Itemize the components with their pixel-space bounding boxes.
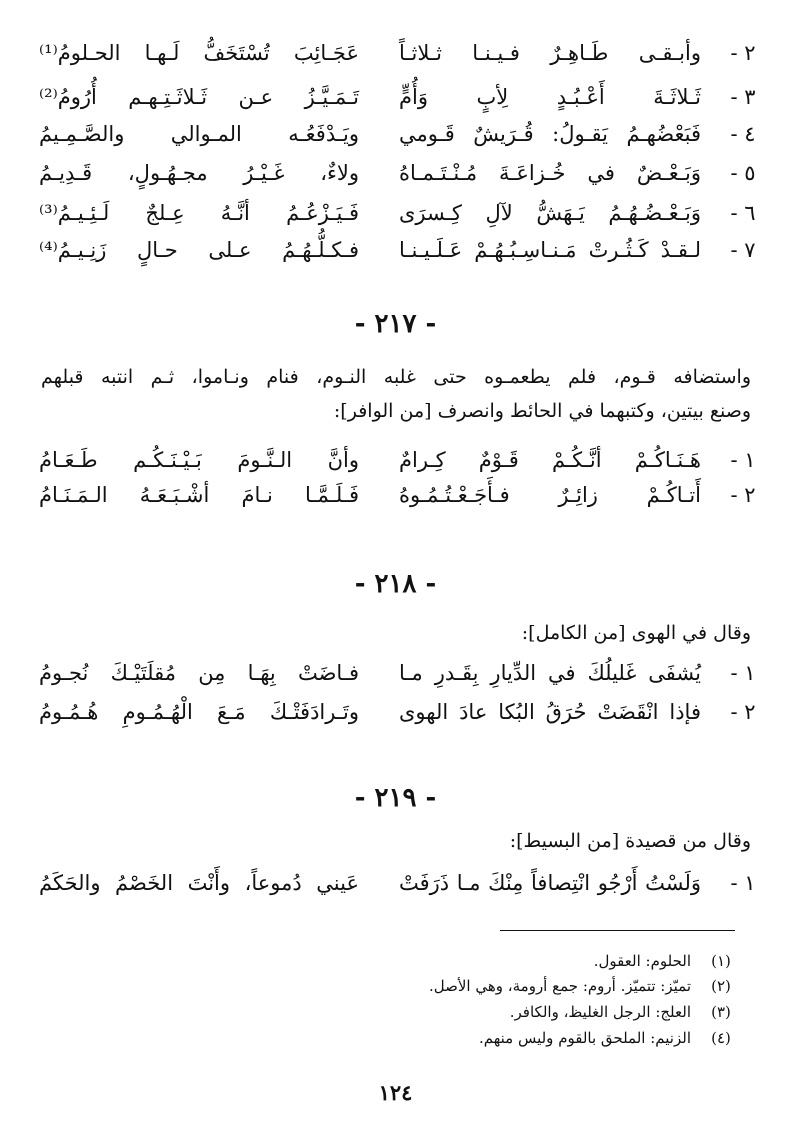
verse-second-hemistich: وتَـرادَفَتْـكَ مَـعَ الْهُـمُـومِ هُـمُـومُ: [39, 700, 359, 724]
verse-line: [0, 117, 791, 151]
footnote-text: العلج: الرجل الغليظ، والكافر.: [509, 1003, 691, 1021]
verse-number: ٢ -: [730, 41, 756, 65]
verse-line: [0, 233, 791, 267]
verse-number: ٥ -: [730, 161, 756, 185]
footnote-text: تميّز: تتميّز. أروم: جمع أرومة، وهي الأصل.: [429, 977, 691, 995]
footnote-number: (٤): [711, 1029, 731, 1047]
footnote: [0, 1026, 791, 1050]
verse-second-hemistich: تَـمَـيَّـزُ عـن ثَـلاثَـتِـهـم أُرُومُ⁽²⁾: [39, 85, 359, 109]
verse-first-hemistich: يُشفَى غَليلُكَ في الدِّيارِ بِقَـدرِ مـا: [399, 661, 701, 685]
footnote-number: (١): [711, 952, 731, 970]
poem-number-heading: - ٢١٧ -: [354, 309, 437, 339]
verse-first-hemistich: هَـنَـاكُـمْ أنَّـكُـمْ قَـوْمٌ كِـرامٌ: [399, 448, 701, 472]
verse-line: [0, 80, 791, 114]
verse-line: [0, 478, 791, 512]
verse-second-hemistich: عَيني دُموعاً، وأَنْتَ الخَصْمُ والحَكَمُ: [39, 871, 359, 895]
verse-number: ٣ -: [730, 85, 756, 109]
verse-second-hemistich: وأنَّ الـنَّـومَ بَـيْـنَـكُـم طَـعَـامُ: [39, 448, 359, 472]
verse-number: ٢ -: [730, 483, 756, 507]
verse-first-hemistich: فإذا انْقَضَتْ حُرَقُ البُكا عادَ الهوى: [399, 700, 701, 724]
verse-number: ٤ -: [730, 122, 756, 146]
verse-number: ١ -: [730, 871, 756, 895]
verse-first-hemistich: وَلَسْتُ أَرْجُو انْتِصافاً مِنْكَ مـا ذَرَفَتْ: [399, 871, 701, 895]
footnote: [0, 949, 791, 973]
footnote-text: الحلوم: العقول.: [593, 952, 691, 970]
footnote-number: (٢): [711, 977, 731, 995]
poem-number-heading: - ٢١٩ -: [354, 783, 437, 813]
verse-line: [0, 866, 791, 900]
verse-line: [0, 443, 791, 477]
verse-number: ٦ -: [730, 201, 756, 225]
verse-first-hemistich: فَبَعْضُهـمُ يَقـولُ: قُـرَيشٌ قَـومي: [399, 122, 701, 146]
verse-second-hemistich: ولاءٌ، غَـيْـرُ مجـهُـولٍ، قَـدِيـمُ: [39, 161, 359, 185]
verse-second-hemistich: فَـلَـمَّـا نـامَ أشْـبَـعَـهُ الـمَـنَـامُ: [39, 483, 359, 507]
poem-intro-line: واستضافه قـوم، فلم يطعمـوه حتى غلبه النـوم، فنام ونـاموا، ثـم انتبه قبلهم: [41, 366, 751, 388]
footnote-text: الزنيم: الملحق بالقوم وليس منهم.: [478, 1029, 691, 1047]
verse-line: [0, 36, 791, 70]
verse-line: [0, 156, 791, 190]
page-number: ١٢٤: [378, 1080, 413, 1105]
verse-number: ١ -: [730, 661, 756, 685]
footnote-divider: [500, 930, 735, 931]
verse-number: ٧ -: [730, 238, 756, 262]
verse-first-hemistich: أَتـاكُـمْ زائِـرٌ فـأَجَـعْـتُـمُـوهُ: [399, 483, 701, 507]
verse-line: [0, 695, 791, 729]
verse-first-hemistich: لـقـدْ كَـثُـرتْ مَـنـاسِـبُـهُـمْ عَـلَـيـنـا: [399, 238, 701, 262]
footnote: [0, 1000, 791, 1024]
verse-first-hemistich: وَبَـعْـضٌ في خُـزاعَـةَ مُـنْـتَـمـاهُ: [399, 161, 701, 185]
poem-intro-line: وقال في الهوى [من الكامل]:: [521, 622, 751, 644]
verse-number: ٢ -: [730, 700, 756, 724]
footnote: [0, 974, 791, 998]
verse-first-hemistich: وأبـقـى طَـاهِـرٌ فـيـنـا ثـلاثـاً: [399, 41, 701, 65]
footnote-number: (٣): [711, 1003, 731, 1021]
verse-second-hemistich: فـكـلُّـهُـمُ عـلى حـالٍ زَنِـيـمُ⁽⁴⁾: [39, 238, 359, 262]
verse-second-hemistich: فـاضَتْ بِهَـا مِن مُقلَتَيْـكَ نُجـومُ: [39, 661, 359, 685]
poem-intro-line: وقال من قصيدة [من البسيط]:: [509, 830, 751, 852]
poem-number-heading: - ٢١٨ -: [354, 569, 437, 599]
verse-number: ١ -: [730, 448, 756, 472]
verse-first-hemistich: ثَـلاثَـةَ أَعْـبُـدٍ لِأبٍ وَأُمٍّ: [399, 85, 701, 109]
verse-line: [0, 196, 791, 230]
verse-first-hemistich: وَبَـعْـضُـهُـمُ يَـهَشُّ لآلِ كِـسرَى: [399, 201, 701, 225]
poem-intro-line: وصنع بيتين، وكتبهما في الحائط وانصرف [من الوافر]:: [333, 400, 751, 422]
verse-line: [0, 656, 791, 690]
verse-second-hemistich: فَـيَـزْعُـمُ أنَّـهُ عِـلجٌ لَـئِـيـمُ⁽³⁾: [39, 201, 359, 225]
verse-second-hemistich: ويَـدْفَعُـه المـوالي والصَّـمِـيمُ: [39, 122, 359, 146]
verse-second-hemistich: عَجَـائِبَ تُسْتَخَفُّ لَـهـا الحـلومُ⁽¹⁾: [39, 41, 359, 65]
